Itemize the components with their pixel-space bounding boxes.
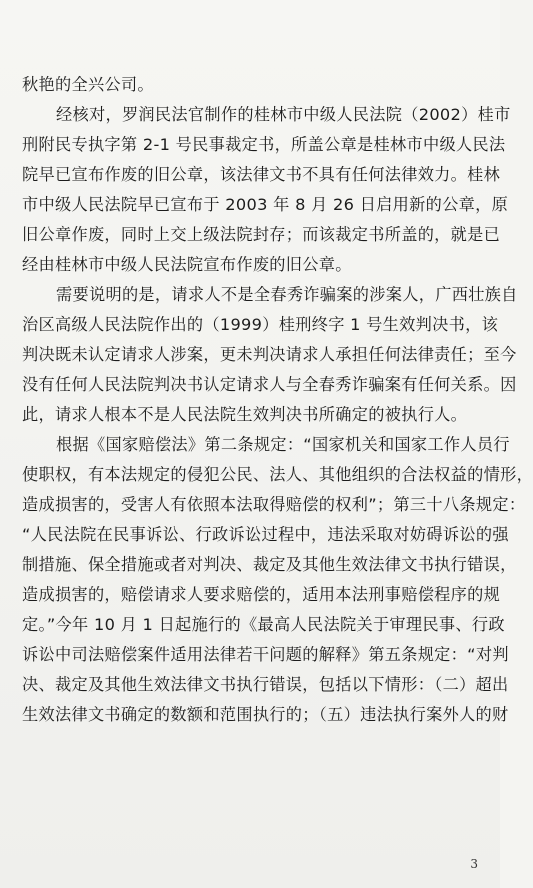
text-line: 经由桂林市中级人民法院宣布作废的旧公章。 [22, 255, 352, 274]
text-line: 造成损害的，赔偿请求人要求赔偿的，适用本法刑事赔偿程序的规 [22, 585, 501, 604]
text-line: 没有任何人民法院判决书认定请求人与全春秀诈骗案有任何关系。因 [22, 375, 517, 394]
document-body [22, 70, 533, 730]
text-line: 根据《国家赔偿法》第二条规定：“国家机关和国家工作人员行 [56, 435, 510, 454]
text-line: 治区高级人民法院作出的（1999）桂刑终字 1 号生效判决书，该 [22, 315, 499, 334]
text-line: 诉讼中司法赔偿案件适用法律若干问题的解释》第五条规定：“对判 [22, 645, 509, 664]
text-line: 判决既未认定请求人涉案，更未判决请求人承担任何法律责任；至今 [22, 345, 517, 364]
page-number: 3 [470, 857, 478, 871]
text-line: “人民法院在民事诉讼、行政诉讼过程中，违法采取对妨碍诉讼的强 [22, 525, 509, 544]
text-line: 定。”今年 10 月 1 日起施行的《最高人民法院关于审理民事、行政 [22, 615, 505, 634]
text-line: 院早已宣布作废的旧公章，该法律文书不具有任何法律效力。桂林 [22, 165, 501, 184]
text-line: 决、裁定及其他生效法律文书执行错误，包括以下情形：（二）超出 [22, 675, 509, 694]
text-line: 制措施、保全措施或者对判决、裁定及其他生效法律文书执行错误， [22, 555, 517, 574]
text-line: 使职权，有本法规定的侵犯公民、法人、其他组织的合法权益的情形， [22, 465, 533, 484]
text-line: 秋艳的全兴公司。 [22, 75, 154, 94]
text-line: 此，请求人根本不是人民法院生效判决书所确定的被执行人。 [22, 405, 468, 424]
text-line: 生效法律文书确定的数额和范围执行的；（五）违法执行案外人的财 [22, 705, 509, 724]
text-line: 需要说明的是，请求人不是全春秀诈骗案的涉案人，广西壮族自 [56, 285, 518, 304]
text-line: 造成损害的，受害人有依照本法取得赔偿的权利”；第三十八条规定： [22, 495, 526, 514]
text-line: 经核对，罗润民法官制作的桂林市中级人民法院（2002）桂市 [56, 105, 511, 124]
text-line: 市中级人民法院早已宣布于 2003 年 8 月 26 日启用新的公章，原 [22, 195, 509, 214]
text-line: 刑附民专执字第 2-1 号民事裁定书，所盖公章是桂林市中级人民法 [22, 135, 506, 154]
text-line: 旧公章作废，同时上交上级法院封存；而该裁定书所盖的，就是已 [22, 225, 501, 244]
